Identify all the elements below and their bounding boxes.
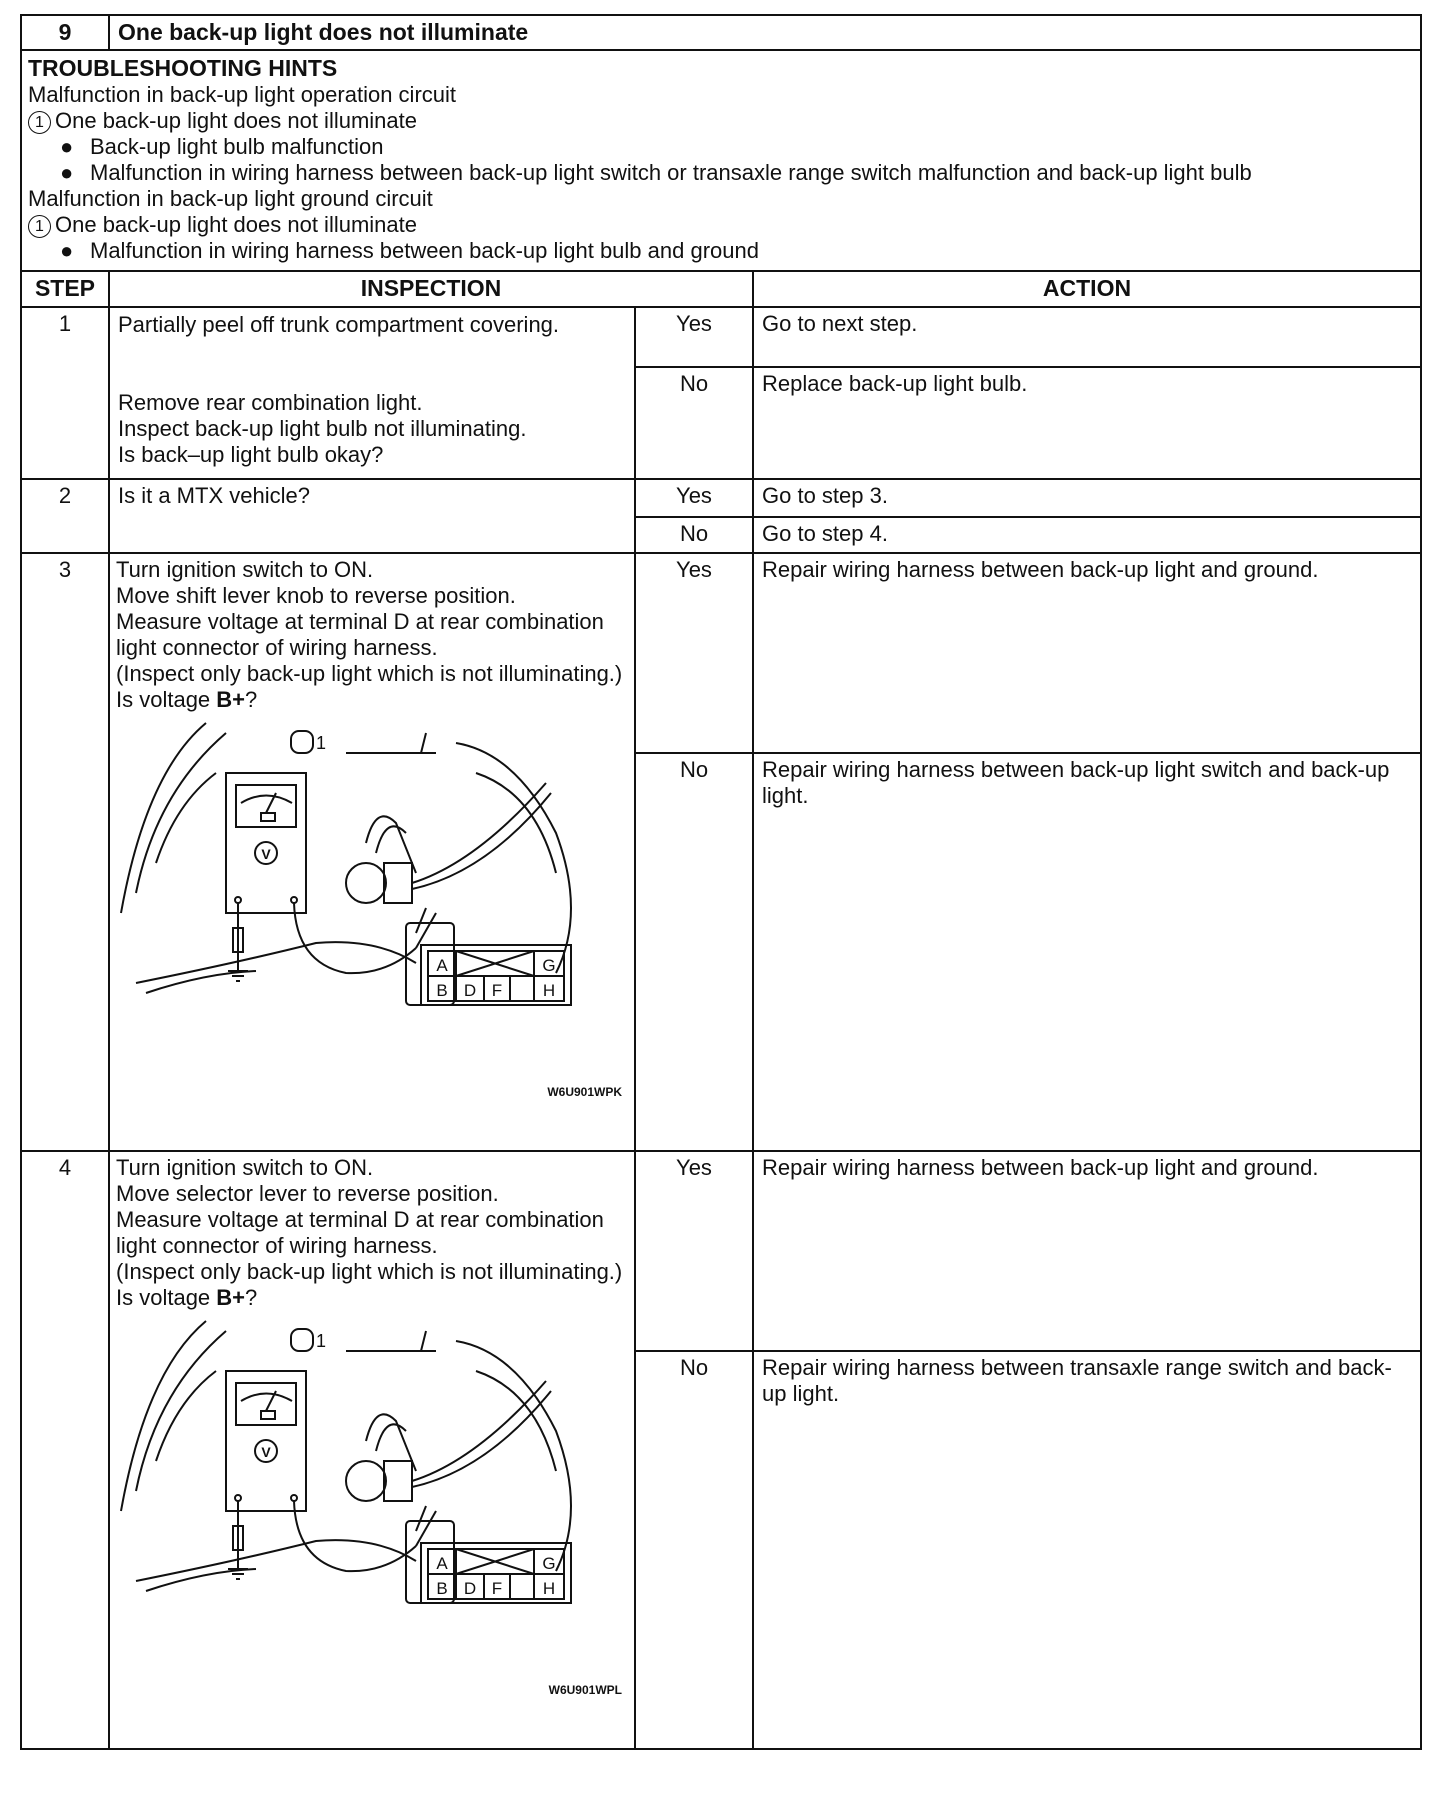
- hint-bullet: ● Back-up light bulb malfunction: [60, 134, 384, 160]
- terminal-a: A: [436, 1553, 448, 1573]
- terminal-g: G: [542, 1553, 556, 1573]
- hint-group-2-symptom: 1 One back-up light does not illuminate: [28, 212, 1414, 238]
- terminal-b: B: [436, 1578, 448, 1598]
- inspection-header: INSPECTION: [109, 271, 753, 307]
- figure-code: W6U901WPL: [548, 1682, 622, 1697]
- column-header-row: [21, 271, 1421, 307]
- no-label: No: [635, 1351, 753, 1749]
- yes-action: Repair wiring harness between back-up light and ground.: [753, 1151, 1421, 1351]
- voltage-measurement-figure: [116, 1311, 628, 1701]
- yes-label: Yes: [635, 307, 753, 367]
- terminal-f: F: [491, 980, 503, 1000]
- no-label: No: [635, 753, 753, 1151]
- hint-group-1-symptom: 1 One back-up light does not illuminate: [28, 108, 1414, 134]
- troubleshooting-table: [20, 14, 1422, 1750]
- terminal-g: G: [542, 955, 556, 975]
- terminal-f: F: [491, 1578, 503, 1598]
- part-label: 1: [316, 732, 327, 753]
- step-number: 1: [21, 307, 109, 479]
- step-4-inspection: Turn ignition switch to ON. Move selector lever to reverse position. Measure voltage at terminal D at rear combination light connector of wiring harness. (Inspect only back-up light which is not illuminating.) Is voltage B+? V 1 A G B D F H W6U901WPL: [109, 1151, 635, 1749]
- no-action: Repair wiring harness between transaxle range switch and back-up light.: [753, 1351, 1421, 1749]
- circled-number-icon: 1: [28, 111, 51, 134]
- no-action: Repair wiring harness between back-up light switch and back-up light.: [753, 753, 1421, 1151]
- step-number: 3: [21, 553, 109, 1151]
- step-2-inspection: Is it a MTX vehicle?: [109, 479, 635, 553]
- voltage-question: Is voltage B+?: [116, 686, 258, 712]
- procedure-title: One back-up light does not illuminate: [109, 15, 1421, 50]
- terminal-h: H: [542, 1578, 556, 1598]
- yes-action: Go to next step.: [753, 307, 1421, 367]
- yes-label: Yes: [635, 479, 753, 517]
- yes-action: Go to step 3.: [753, 479, 1421, 517]
- title-row: [21, 15, 1421, 50]
- procedure-number: 9: [21, 15, 109, 50]
- step-number: 2: [21, 479, 109, 553]
- part-label: 1: [316, 1330, 327, 1351]
- hint-group-2-title: Malfunction in back-up light ground circuit: [28, 186, 433, 212]
- hint-group-1-title: Malfunction in back-up light operation circuit: [28, 82, 457, 108]
- terminal-h: H: [542, 980, 556, 1000]
- voltage-question: Is voltage B+?: [116, 1284, 258, 1310]
- voltmeter-symbol: V: [261, 1443, 271, 1460]
- hint-bullet: ● Malfunction in wiring harness between back-up light bulb and ground: [60, 238, 759, 264]
- step-number: 4: [21, 1151, 109, 1749]
- yes-label: Yes: [635, 1151, 753, 1351]
- terminal-d: D: [463, 980, 477, 1000]
- action-header: ACTION: [753, 271, 1421, 307]
- hints-heading: TROUBLESHOOTING HINTS: [28, 55, 338, 82]
- bullet-icon: ●: [60, 134, 74, 160]
- no-action: Go to step 4.: [753, 517, 1421, 553]
- terminal-a: A: [436, 955, 448, 975]
- bullet-icon: ●: [60, 160, 74, 186]
- step-header: STEP: [21, 271, 109, 307]
- step-2-yes-row: [21, 479, 1421, 517]
- measurement-illustration: [116, 713, 628, 1103]
- measurement-illustration: [116, 1311, 628, 1701]
- voltmeter-symbol: V: [261, 845, 271, 862]
- step-1-inspection: Partially peel off trunk compartment covering. Remove rear combination light. Inspect back-up light bulb not illuminating. Is back–up light bulb okay?: [109, 307, 635, 479]
- circled-number-icon: 1: [28, 215, 51, 238]
- step-4-yes-row: [21, 1151, 1421, 1351]
- troubleshooting-hints: [21, 50, 1421, 271]
- no-label: No: [635, 517, 753, 553]
- yes-action: Repair wiring harness between back-up light and ground.: [753, 553, 1421, 753]
- no-action: Replace back-up light bulb.: [753, 367, 1421, 479]
- hint-bullet: ● Malfunction in wiring harness between back-up light switch or transaxle range switch malfunction and back-up light bulb: [60, 160, 1252, 186]
- bullet-icon: ●: [60, 238, 74, 264]
- step-3-inspection: Turn ignition switch to ON. Move shift lever knob to reverse position. Measure voltage at terminal D at rear combination light connector of wiring harness. (Inspect only back-up light which is not illuminating.) Is voltage B+? V 1 A G B D F H W6U901WPK: [109, 553, 635, 1151]
- hints-row: [21, 50, 1421, 271]
- document-page: [20, 14, 1420, 1780]
- yes-label: Yes: [635, 553, 753, 753]
- step-3-yes-row: [21, 553, 1421, 753]
- terminal-d: D: [463, 1578, 477, 1598]
- figure-code: W6U901WPK: [547, 1084, 622, 1099]
- step-1-yes-row: [21, 307, 1421, 367]
- no-label: No: [635, 367, 753, 479]
- terminal-b: B: [436, 980, 448, 1000]
- voltage-measurement-figure: [116, 713, 628, 1103]
